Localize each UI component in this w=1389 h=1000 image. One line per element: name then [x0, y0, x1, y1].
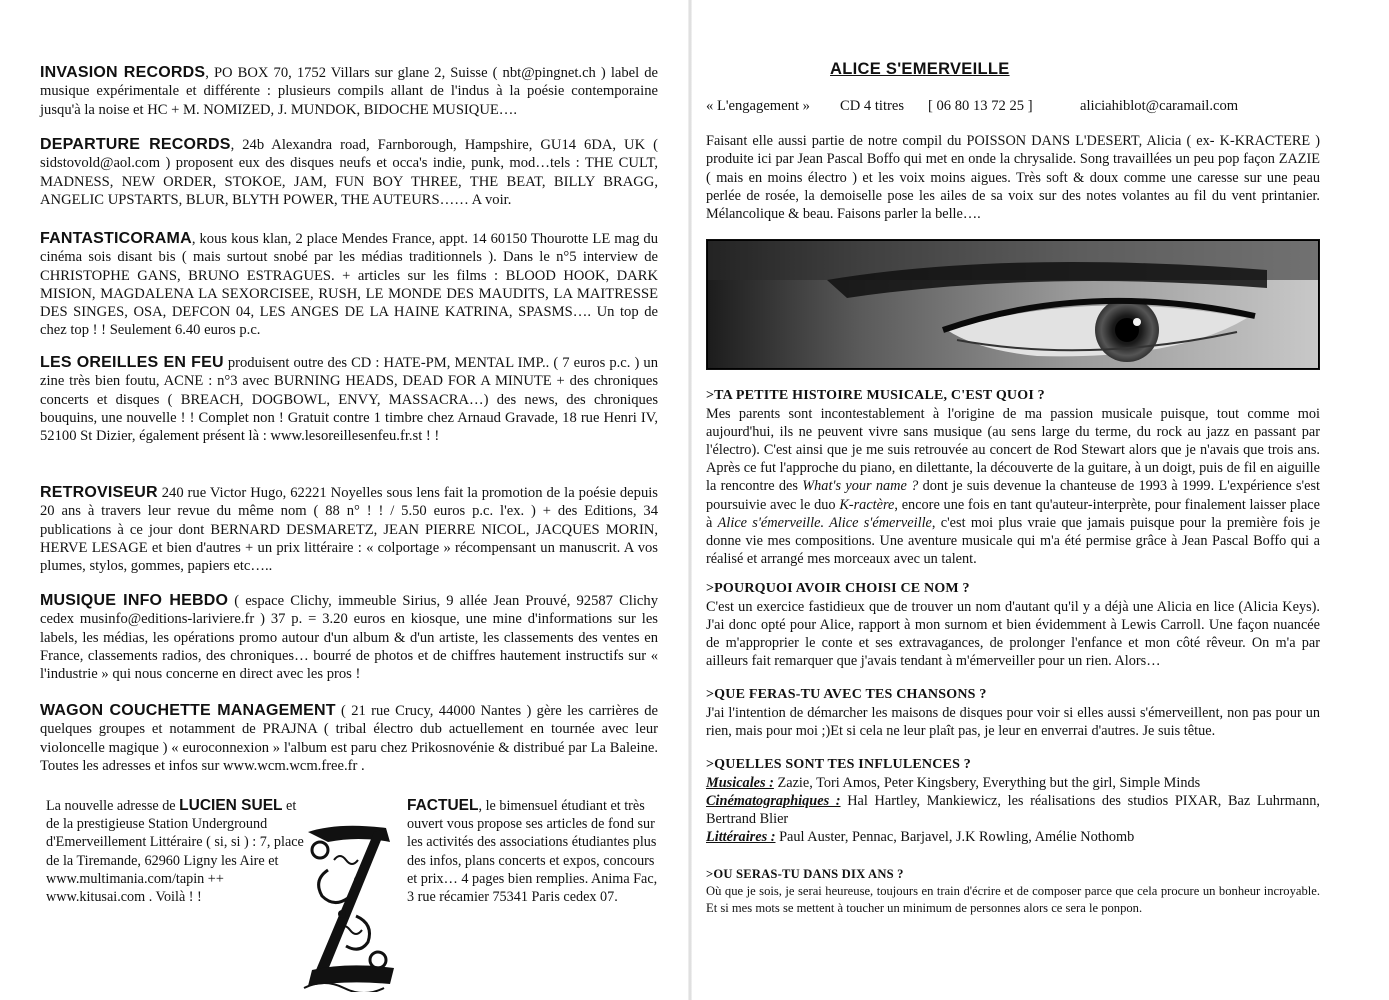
- ornamental-letter-z-illustration: [298, 820, 402, 992]
- factuel-name: FACTUEL: [407, 797, 479, 814]
- influences-litterature: [706, 828, 1320, 846]
- entry-text: , PO BOX 70, 1752 Villars sur glane 2, Suisse ( nbt@pingnet.ch ) label de musique expérimentale et différente : plusieurs compils allant de l'indus à la poésie contemporaine jusqu'à la noise et HC + M. NOMIZED, J. MUNDOK, BIDOCHE MUSIQUE….: [40, 65, 659, 118]
- influence-list: Hal Hartley, Mankiewicz, les réalisations des studios PIXAR, Baz Luhrmann, Bertrand Blier: [706, 793, 1320, 828]
- contact-phone: [ 06 80 13 72 25 ]: [928, 98, 1033, 114]
- entry-retroviseur: [40, 484, 658, 575]
- answer-why-this-name: C'est un exercice fastidieux que de trouver un nom d'autant qu'il y a déjà une Alicia en lice (Alicia Keys). J'ai donc opté pour Alice, rapport à mon surnom et bien évidemment à Lewis Carroll. Une façon nuancée de m'approprier le conte et ses extravagances, de prolonger l'enfance et mon côté rêveur. On m'a par ailleurs fait remarquer que j'avais tendant à m'émerveiller pour un rien. Alors…: [706, 599, 1320, 670]
- answer-italic: What's your name ?: [802, 478, 919, 495]
- entry-name: RETROVISEUR: [40, 484, 158, 501]
- suel-prefix: La nouvelle adresse de: [46, 798, 180, 814]
- entry-text: , 24b Alexandra road, Farnborough, Hampshire, GU14 6DA, UK ( sidstovold@aol.com ) proposent eux des disques neufs et occa's indie, punk, mod…tels : THE CULT, MADNESS, NEW ORDER, STOKOE, JAM, FUN BOY THREE, THE BEAT, BILLY BRAGG, ANGELIC UPSTARTS, BLUR, BLYTH POWER, THE AUTEURS…… A voir.: [40, 137, 658, 208]
- influence-label: Littéraires :: [706, 829, 776, 846]
- entry-name: DEPARTURE RECORDS: [40, 136, 231, 153]
- entry-name: WAGON COUCHETTE MANAGEMENT: [40, 702, 336, 719]
- left-page: [0, 0, 690, 1000]
- right-page: [692, 0, 1389, 1000]
- entry-name: INVASION RECORDS: [40, 64, 206, 81]
- entry-invasion-records: [40, 64, 658, 119]
- qa-why-this-name: [706, 580, 1320, 670]
- entry-fantasticorama: [40, 230, 658, 340]
- article-title: ALICE S'EMERVEILLE: [830, 60, 1010, 78]
- entry-wagon-couchette: [40, 702, 658, 775]
- question-what-with-songs: >QUE FERAS-TU AVEC TES CHANSONS ?: [706, 687, 987, 702]
- qa-ten-years: [706, 866, 1320, 917]
- entry-les-oreilles-en-feu: [40, 354, 658, 445]
- influence-list: Zazie, Tori Amos, Peter Kingsbery, Everything but the girl, Simple Minds: [773, 775, 1201, 792]
- influence-list: Paul Auster, Pennac, Barjavel, J.K Rowling, Amélie Nothomb: [775, 829, 1135, 846]
- release-format: CD 4 titres: [840, 98, 905, 114]
- factuel-text: , le bimensuel étudiant et très ouvert vous propose ses articles de fond sur les activités des associations étudiantes plus des infos, plans concerts et expos, concours et prix… 4 pages bien remplies. Anima Fac, 3 rue récamier 75341 Paris cedex 07.: [407, 798, 658, 906]
- contact-email: aliciahiblot@caramail.com: [1080, 98, 1239, 114]
- influence-label: Cinématographiques :: [706, 793, 841, 810]
- entry-text: ( espace Clichy, immeuble Sirius, 9 allée Jean Prouvé, 92587 Clichy cedex musinfo@editions-lariviere.fr ) 37 p. = 3.20 euros en kiosque, une mine d'informations sur les labels, les médias, les opérations promo autour d'un album & d'un artiste, les classements des ventes en France, classements radios, des chroniques… bourré de photos et de chiffres hautement instructifs sur « l'industrie » qui nous concerne en direct avec les pros !: [40, 593, 658, 683]
- answer-text: , encore une fois en tant qu'auteur-interprète, pour finalement laisser place à: [706, 496, 1320, 531]
- answer-what-with-songs: J'ai l'intention de démarcher les maisons de disques pour voir si elles aussi s'émerveillent, non pas pour un rien, mais pour moi ;)Et si cela ne leur plaît pas, je leur en enverrai d'autres. Je suis têtue.: [706, 705, 1320, 740]
- entry-text: ( 21 rue Crucy, 44000 Nantes ) gère les carrières de quelques groupes et notamment de PRAJNA ( tribal électro dub actuellement en tournée avec leur violoncelle magique ) « euroconnexion » l'album est paru chez Prikosnovénie & distribué par La Baleine. Toutes les adresses et infos sur www.wcm.wcm.free.fr .: [40, 703, 658, 774]
- entry-musique-info-hebdo: [40, 592, 658, 683]
- qa-musical-history: [706, 387, 1320, 568]
- entry-name: MUSIQUE INFO HEBDO: [40, 592, 229, 609]
- influences-musicales: [706, 774, 1320, 792]
- suel-name: LUCIEN SUEL: [179, 797, 283, 814]
- entry-text: 240 rue Victor Hugo, 62221 Noyelles sous lens fait la promotion de la poésie depuis 20 ans à travers leur revue du même nom ( 88 n° ! ! / 5.50 euros p.c. l'ex. ) + des Editions, 34 publications à ce jour dont BERNARD DESMARETZ, JEAN PIERRE NICOL, JACQUES MORIN, HERVE LESAGE et bien d'autres + un prix littéraire : « colportage » récompensant un manuscrit. A vos plumes, stylos, gommes, papiers etc…..: [40, 485, 658, 575]
- answer-italic: Alice s'émerveille. Alice s'émerveille: [717, 514, 932, 531]
- question-influences: >QUELLES SONT TES INFLULENCES ?: [706, 757, 971, 772]
- answer-text: dont je suis devenue la chanteuse de 1993 à 1999. L'expérience s'est poursuivie avec le duo: [706, 478, 1320, 513]
- factuel-notice: [407, 797, 665, 906]
- entry-departure-records: [40, 136, 658, 209]
- qa-what-with-songs: [706, 686, 1320, 740]
- question-ten-years: >OU SERAS-TU DANS DIX ANS ?: [706, 867, 904, 881]
- article-intro: Faisant elle aussi partie de notre compil du POISSON DANS L'DESERT, Alicia ( ex- K-KRACTERE ) produite ici par Jean Pascal Boffo qui met en onde la chrysalide. Song travaillées un peu pop façon ZAZIE ( mais en moins électro ) et les voix moins aigues. Très soft & doux comme une caresse sur une peau perlée de rosée, la demoiselle pose les ailes de sa voix sur des notes volantes au fil du vent printanier. Mélancolique & beau. Faisons parler la belle….: [706, 133, 1320, 223]
- entry-text: produisent outre des CD : HATE-PM, MENTAL IMP.. ( 7 euros p.c. ) un zine très bien foutu, ACNE : n°3 avec BURNING HEADS, DEAD FOR A MINUTE + des chroniques concerts et disques ( BREACH, DOGBOWL, ENVY, MASSACRA…) des news, des chroniques bouquins, une nouvelle ! ! Complet non ! Gratuit contre 1 timbre chez Arnaud Gravade, 18 rue Henri IV, 52100 St Dizier, également présent là : www.lesoreillesenfeu.fr.st ! !: [40, 355, 658, 445]
- suel-text: et de la prestigieuse Station Underground d'Emerveillement Littéraire ( si, si ) : 7, place de la Tiremande, 62960 Ligny les Aire et www.multimania.com/tapin ++ www.kitusai.com . Voilà ! !: [46, 798, 304, 906]
- influence-label: Musicales :: [706, 775, 774, 792]
- answer-text: Mes parents sont incontestablement à l'origine de ma passion musicale puisque, tout comme moi aujourd'hui, ils ne peuvent vivre sans musique (au sens large du terme, du rock au jazz en passant par l'électro). C'est ainsi que je me suis retrouvée au concert de Rod Stewart alors que je n'avais que trois ans. Après ce fut l'approche du piano, en dilettante, la découverte de la guitare, à un doigt, puis de fil en aiguille la rencontre des: [706, 406, 1320, 495]
- eye-photo: [706, 239, 1320, 370]
- answer-text: , c'est moi plus vraie que jamais puisque pour la première fois je donne vie mes compositions. Une aventure musicale qui m'a été permise grâce à Jean Pascal Boffo qui a réalisé et arrangé mes morceaux avec un talent.: [706, 514, 1320, 567]
- answer-italic: K-ractère: [839, 496, 895, 513]
- entry-name: FANTASTICORAMA: [40, 230, 192, 247]
- answer-musical-history: [706, 405, 1320, 568]
- release-title: « L'engagement »: [706, 98, 810, 114]
- qa-influences: [706, 756, 1320, 846]
- influences-cinema: [706, 792, 1320, 828]
- question-why-this-name: >POURQUOI AVOIR CHOISI CE NOM ?: [706, 581, 970, 596]
- answer-ten-years: Où que je sois, je serai heureuse, toujours en train d'écrire et de composer parce que cela procure un bonheur incroyable. Et si mes mots se mettent à toucher un minimum de personnes alors ce sera le ponpon.: [706, 884, 1320, 915]
- question-musical-history: >TA PETITE HISTOIRE MUSICALE, C'EST QUOI ?: [706, 388, 1045, 403]
- lucien-suel-notice: [46, 797, 311, 906]
- entry-text: , kous kous klan, 2 place Mendes France, appt. 14 60150 Thourotte LE mag du cinéma sois disant bis ( mais surtout snobé par les médias traditionnels ). Dans le n°5 interview de CHRISTOPHE GANS, BRUNO ESTRAGUES. + articles sur les films : BLOOD HOOK, DARK MISION, MAGDALENA LA SEXORCISEE, RUSH, LE MONDE DES MAUDITS, LA MAITRESSE DES SINGES, OSA, DEFCON 04, LES ANGES DE LA HAINE KATRINA, SPASMS…. Un top de chez top ! ! Seulement 6.40 euros p.c.: [40, 231, 658, 339]
- entry-name: LES OREILLES EN FEU: [40, 354, 224, 371]
